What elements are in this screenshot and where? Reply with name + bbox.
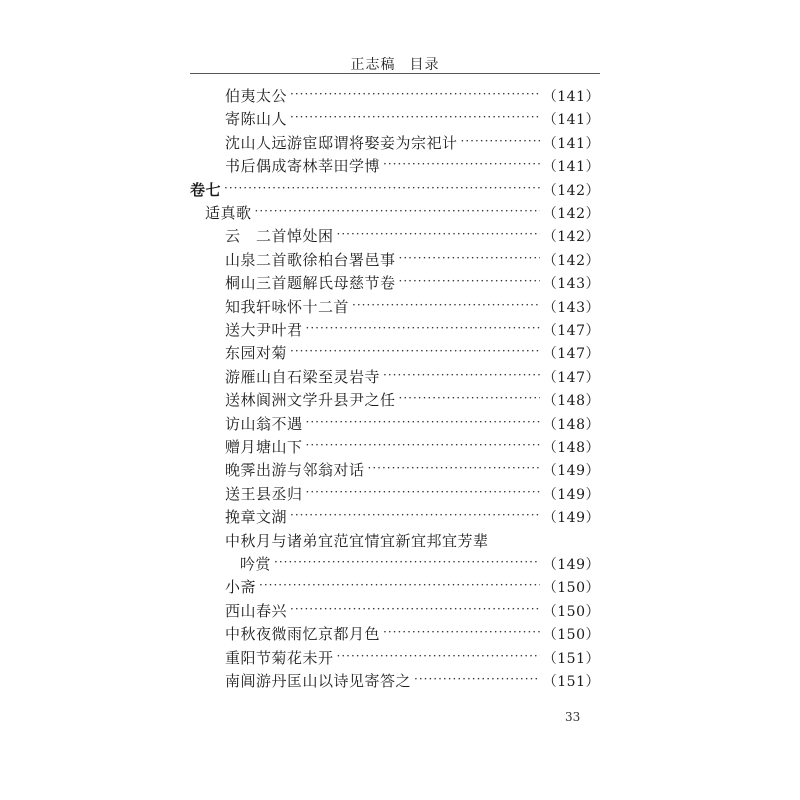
toc-entry-page: （147）: [542, 323, 600, 339]
header-rule: [190, 73, 600, 74]
toc-entry-page: （143）: [542, 299, 600, 316]
toc-entry-title: 寄陈山人: [225, 110, 288, 129]
toc-entry-page: （142）: [542, 182, 600, 199]
toc-entry: [225, 622, 600, 646]
toc-entry-page: （148）: [542, 393, 600, 410]
toc-entry: [225, 84, 600, 108]
running-head-label: 目录: [409, 57, 440, 73]
toc-entry: [225, 318, 600, 342]
toc-leader-dots: [337, 646, 540, 668]
toc-entry-page: （143）: [542, 276, 600, 293]
toc-entry-title: 赠月塘山下: [225, 438, 303, 456]
toc-leader-dots: [461, 131, 540, 153]
toc-entry-page: （141）: [542, 89, 600, 105]
toc-leader-dots: [290, 107, 540, 129]
toc-entry: [205, 201, 600, 225]
toc-entry-page: （147）: [542, 369, 600, 386]
toc-entry: [225, 295, 600, 319]
toc-leader-dots: [274, 552, 540, 574]
toc-entry-title: 书后偶成寄林莘田学博: [225, 157, 381, 176]
toc-entry-title: 云 二首悼处困: [225, 227, 334, 246]
toc-entry: [225, 388, 600, 412]
toc-entry-page: （149）: [542, 510, 600, 527]
toc-entry: [225, 271, 600, 295]
toc-leader-dots: [306, 318, 540, 340]
toc-entry-page: （142）: [542, 229, 600, 246]
toc-entry-page: （141）: [542, 159, 600, 176]
toc-leader-dots: [383, 154, 540, 176]
toc-leader-dots: [306, 482, 540, 504]
toc-entry-page: （150）: [542, 603, 600, 620]
toc-entry: [225, 131, 600, 155]
toc-entry-title: 沈山人远游宦邸谓将娶妾为宗祀计: [225, 133, 458, 152]
toc-leader-dots: [290, 341, 540, 363]
toc-entry-title: 送林阆洲文学升县尹之任: [225, 391, 396, 410]
toc-entry-title: 小斋: [225, 578, 257, 597]
toc-entry-title: 西山春兴: [225, 601, 288, 620]
toc-entry-title: 中秋月与诸弟宜范宜情宜新宜邦宜芳辈: [225, 531, 489, 550]
toc-entry-page: （149）: [542, 557, 600, 573]
toc-entry-title: 卷七: [190, 180, 222, 199]
toc-entry-title: 游雁山自石梁至灵岩寺: [225, 367, 381, 386]
toc-entry: [225, 646, 600, 670]
toc-leader-dots: [399, 271, 540, 293]
page-number: 33: [565, 710, 581, 724]
toc-entry-title: 挽章文湖: [225, 508, 288, 527]
toc-entry: [225, 529, 489, 553]
running-head: [190, 54, 600, 74]
toc-leader-dots: [399, 388, 540, 410]
toc-entry-page: （150）: [542, 580, 600, 597]
toc-entry: [190, 178, 600, 202]
toc-entry-page: （149）: [542, 486, 600, 503]
toc-entry-page: （151）: [542, 674, 600, 690]
toc-entry-title: 南阊游丹匡山以诗见寄答之: [225, 672, 412, 690]
toc-leader-dots: [255, 201, 540, 223]
toc-entry: [225, 154, 600, 178]
toc-leader-dots: [306, 435, 540, 457]
toc-entry-title: 吟赏: [240, 555, 272, 573]
toc-leader-dots: [290, 84, 540, 106]
toc-entry: [240, 552, 600, 576]
toc-leader-dots: [259, 575, 540, 597]
toc-entry: [225, 341, 600, 365]
toc-leader-dots: [383, 365, 540, 387]
toc-leader-dots: [399, 248, 540, 270]
toc-entry: [225, 412, 600, 436]
toc-leader-dots: [368, 458, 540, 480]
toc-leader-dots: [383, 622, 540, 644]
toc-leader-dots: [352, 295, 540, 317]
toc-entry: [225, 458, 600, 482]
toc-entry-page: （141）: [542, 112, 600, 129]
toc-entry: [225, 669, 600, 693]
toc-entry-title: 东园对菊: [225, 344, 288, 363]
toc-entry: [225, 575, 600, 599]
toc-entry-title: 中秋夜微雨忆京都月色: [225, 625, 381, 644]
toc-entry-page: （151）: [542, 650, 600, 667]
toc-entry-page: （150）: [542, 627, 600, 644]
toc-entry-title: 重阳节菊花未开: [225, 648, 334, 667]
toc-entry: [225, 599, 600, 623]
toc-entry: [225, 505, 600, 529]
toc-leader-dots: [414, 669, 540, 691]
toc-entry-title: 访山翁不遇: [225, 414, 303, 433]
toc-entry-page: （149）: [542, 463, 600, 480]
toc-entry: [225, 224, 600, 248]
toc-leader-dots: [337, 224, 540, 246]
toc-entry-title: 伯夷太公: [225, 87, 288, 105]
toc-entry: [225, 365, 600, 389]
toc-entry-title: 适真歌: [205, 204, 252, 222]
toc-entry: [225, 248, 600, 272]
toc-leader-dots: [224, 178, 540, 200]
toc-entry: [225, 435, 600, 459]
toc-leader-dots: [290, 505, 540, 527]
toc-entry-title: 桐山三首题解氏母慈节卷: [225, 274, 396, 293]
toc-entry-page: （147）: [542, 346, 600, 363]
toc-entry-title: 送大尹叶君: [225, 321, 303, 339]
toc-entry-title: 晚霁出游与邻翁对话: [225, 461, 365, 480]
toc-entry-page: （142）: [542, 252, 600, 269]
toc-entry-title: 知我轩咏怀十二首: [225, 297, 350, 316]
running-head-section: 正志稿: [350, 57, 396, 73]
toc-entry-page: （142）: [542, 206, 600, 222]
toc-entry-title: 山泉二首歌徐柏台署邑事: [225, 250, 396, 269]
toc-entry: [225, 107, 600, 131]
toc-leader-dots: [306, 412, 540, 434]
toc-entry-title: 送王县丞归: [225, 484, 303, 503]
toc-entry-page: （148）: [542, 416, 600, 433]
toc-entry-page: （148）: [542, 440, 600, 456]
toc-entry: [225, 482, 600, 506]
toc-leader-dots: [290, 599, 540, 621]
toc-entry-page: （141）: [542, 135, 600, 152]
